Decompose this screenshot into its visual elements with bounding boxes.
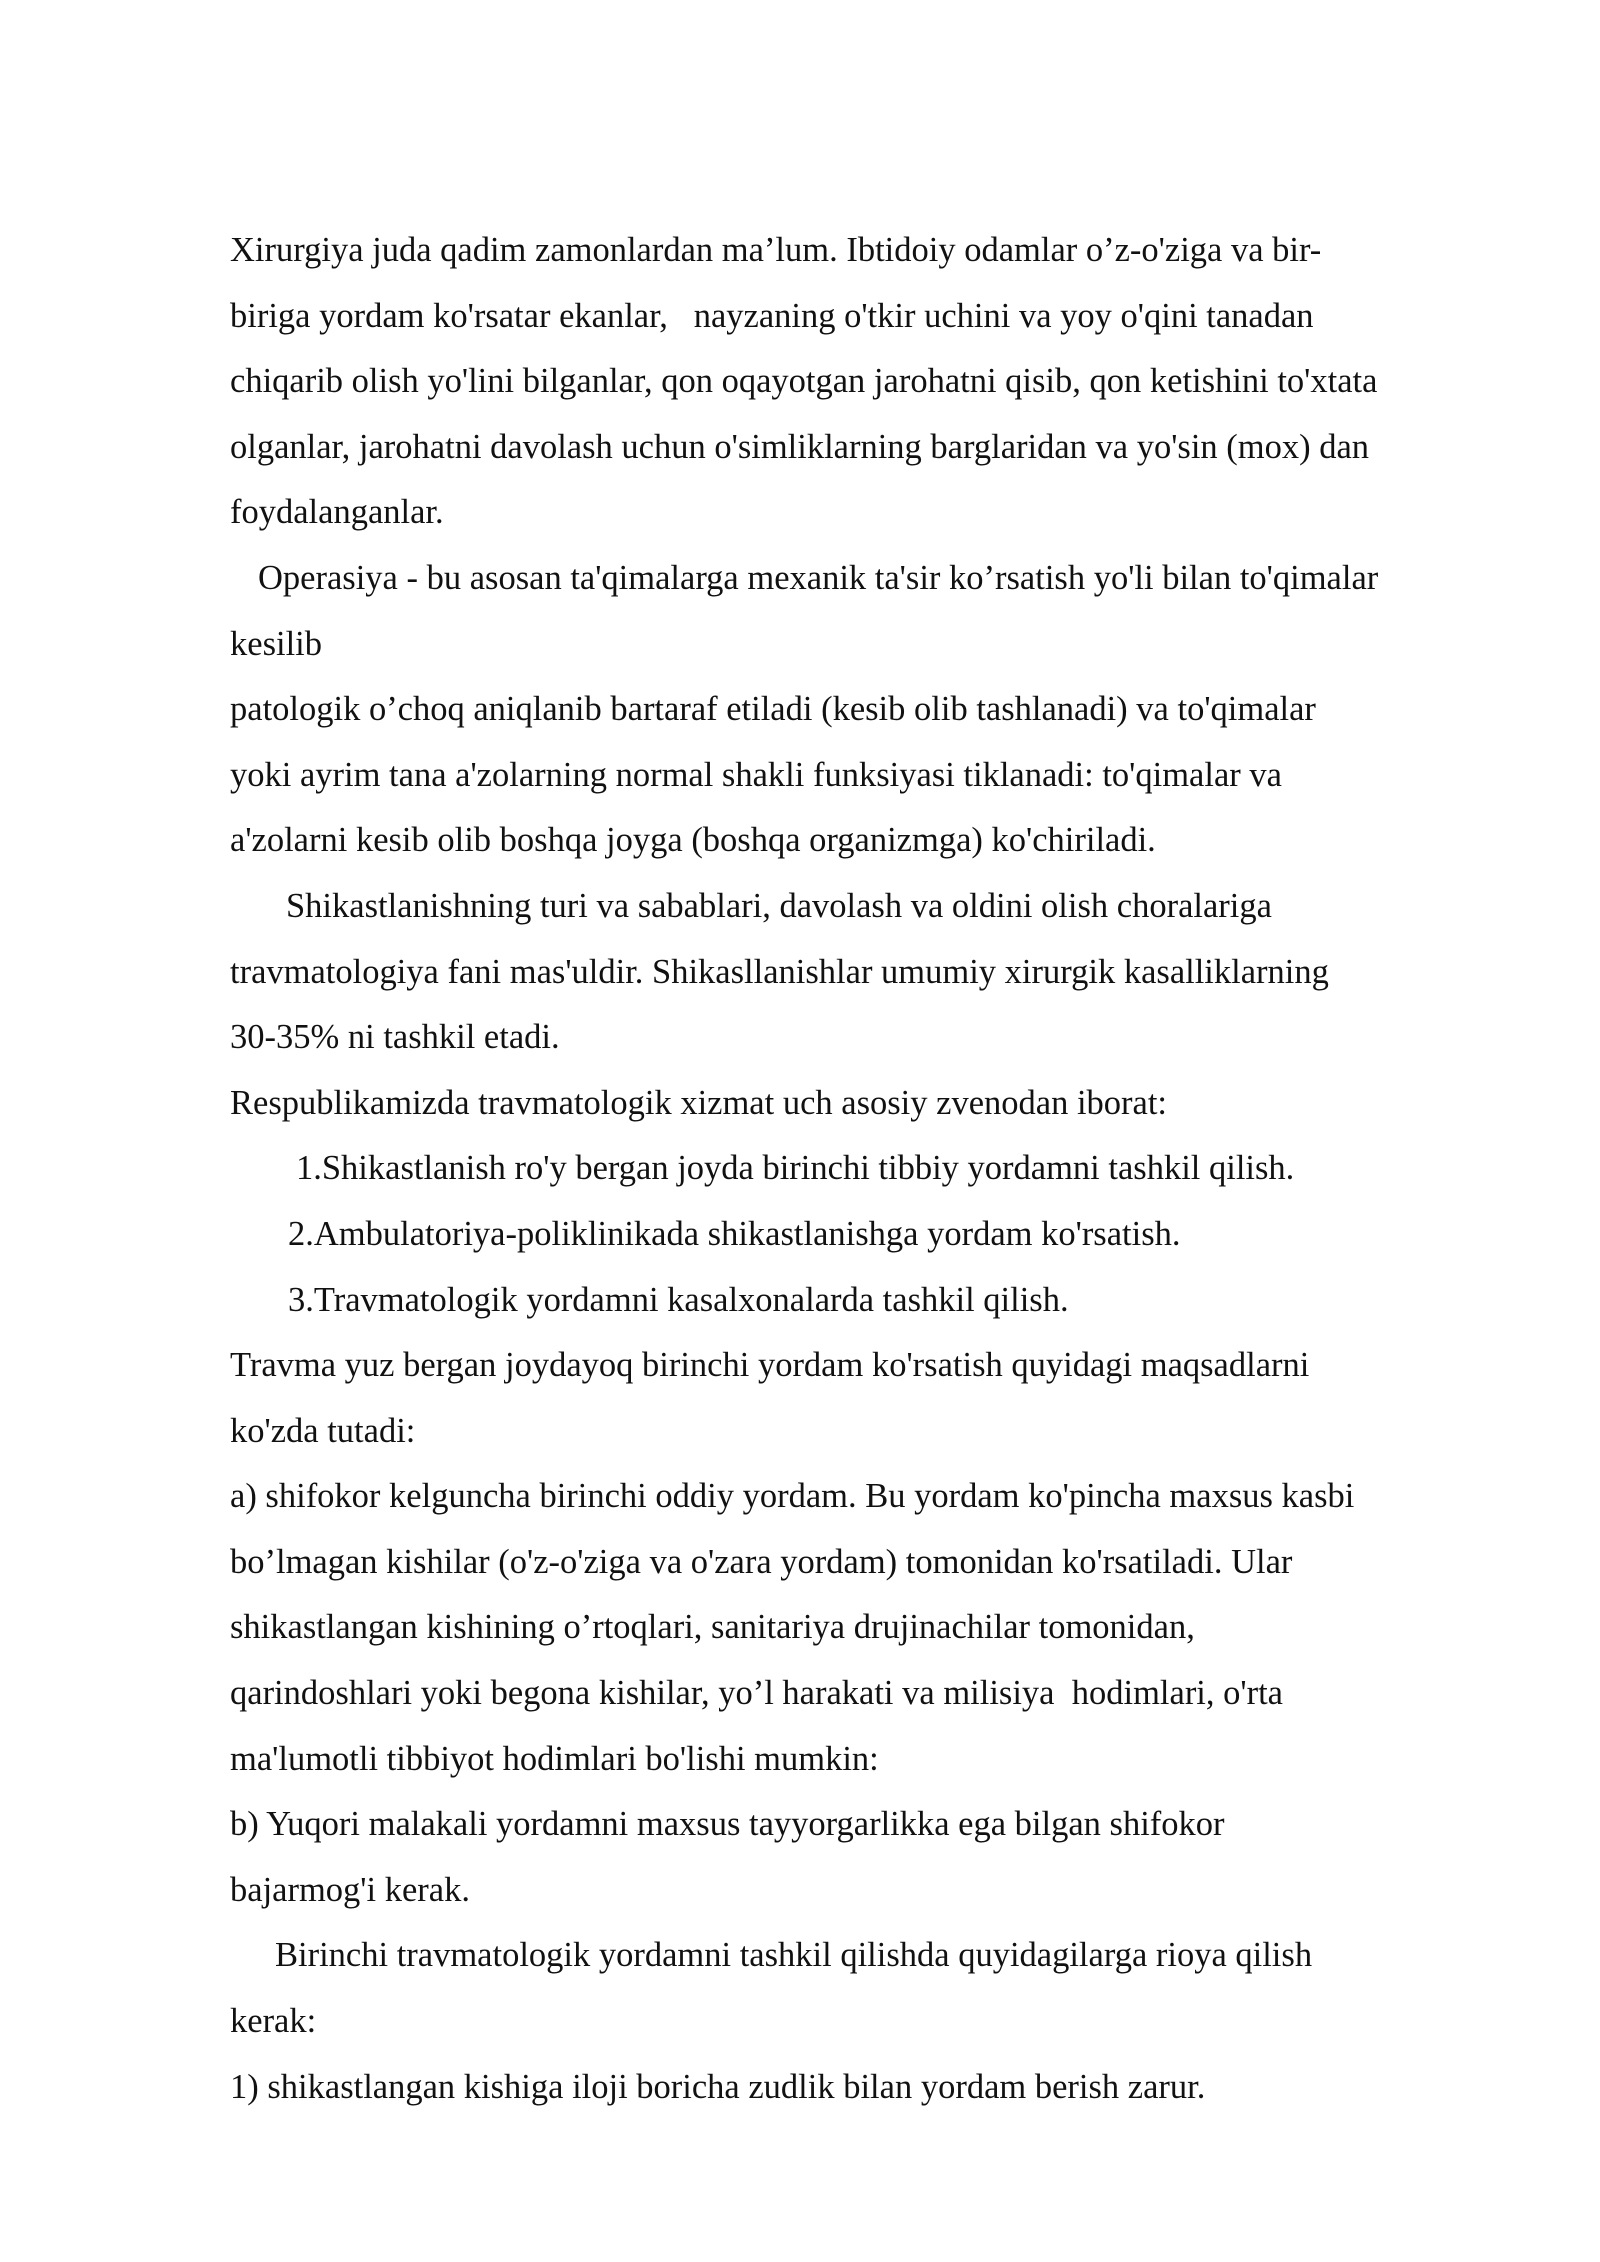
paragraph-first-line: Operasiya - bu asosan ta'qimalarga mexanik ta'sir ko’rsatish yo'li bilan to'qimalar (258, 558, 1379, 597)
text-line: biriga yordam ko'rsatar ekanlar, nayzaning o'tkir uchini va yoy o'qini tanadan (230, 296, 1314, 335)
text-line: bo’lmagan kishilar (o'z-o'ziga va o'zara yordam) tomonidan ko'rsatiladi. Ular (230, 1542, 1293, 1581)
text-line: shikastlangan kishining o’rtoqlari, sanitariya drujinachilar tomonidan, (230, 1608, 1195, 1647)
text-line: kerak: (230, 2002, 317, 2041)
text-line: foydalanganlar. (230, 493, 444, 532)
list-item: 3.Travmatologik yordamni kasalxonalarda tashkil qilish. (288, 1280, 1069, 1319)
text-line: olganlar, jarohatni davolash uchun o'simliklarning barglaridan va yo'sin (mox) dan (230, 427, 1370, 466)
text-line: qarindoshlari yoki begona kishilar, yo’l harakati va milisiya hodimlari, o'rta (230, 1674, 1283, 1713)
text-line: 30-35% ni tashkil etadi. (230, 1018, 560, 1057)
paragraph-first-line: Birinchi travmatologik yordamni tashkil qilishda quyidagilarga rioya qilish (275, 1936, 1313, 1975)
text-line: a'zolarni kesib olib boshqa joyga (boshqa organizmga) ko'chiriladi. (230, 821, 1156, 860)
text-line: kesilib (230, 624, 322, 663)
text-line: Respublikamizda travmatologik xizmat uch asosiy zvenodan iborat: (230, 1083, 1168, 1122)
text-line: Xirurgiya juda qadim zamonlardan ma’lum. Ibtidoiy odamlar o’z-o'ziga va bir- (230, 231, 1322, 269)
list-item: 1.Shikastlanish ro'y bergan joyda birinchi tibbiy yordamni tashkil qilish. (296, 1149, 1295, 1188)
text-line: b) Yuqori malakali yordamni maxsus tayyorgarlikka ega bilgan shifokor (230, 1805, 1225, 1844)
document-body (230, 218, 1530, 2120)
text-line: 1) shikastlangan kishiga iloji boricha zudlik bilan yordam berish zarur. (230, 2067, 1206, 2106)
text-line: patologik o’choq aniqlanib bartaraf etiladi (kesib olib tashlanadi) va to'qimalar (230, 690, 1316, 729)
text-line: bajarmog'i kerak. (230, 1870, 470, 1909)
paragraph-first-line: Shikastlanishning turi va sabablari, davolash va oldini olish choralariga (286, 886, 1272, 925)
text-line: Travma yuz bergan joydayoq birinchi yordam ko'rsatish quyidagi maqsadlarni (230, 1346, 1310, 1385)
text-line: yoki ayrim tana a'zolarning normal shakli funksiyasi tiklanadi: to'qimalar va (230, 755, 1282, 794)
list-item: 2.Ambulatoriya-poliklinikada shikastlanishga yordam ko'rsatish. (288, 1214, 1181, 1253)
text-line: ko'zda tutadi: (230, 1411, 416, 1450)
text-line: ma'lumotli tibbiyot hodimlari bo'lishi mumkin: (230, 1739, 879, 1778)
text-line: travmatologiya fani mas'uldir. Shikasllanishlar umumiy xirurgik kasalliklarning (230, 952, 1329, 991)
text-line: chiqarib olish yo'lini bilganlar, qon oqayotgan jarohatni qisib, qon ketishini to'xtata (230, 362, 1378, 401)
text-line: a) shifokor kelguncha birinchi oddiy yordam. Bu yordam ko'pincha maxsus kasbi (230, 1477, 1355, 1516)
